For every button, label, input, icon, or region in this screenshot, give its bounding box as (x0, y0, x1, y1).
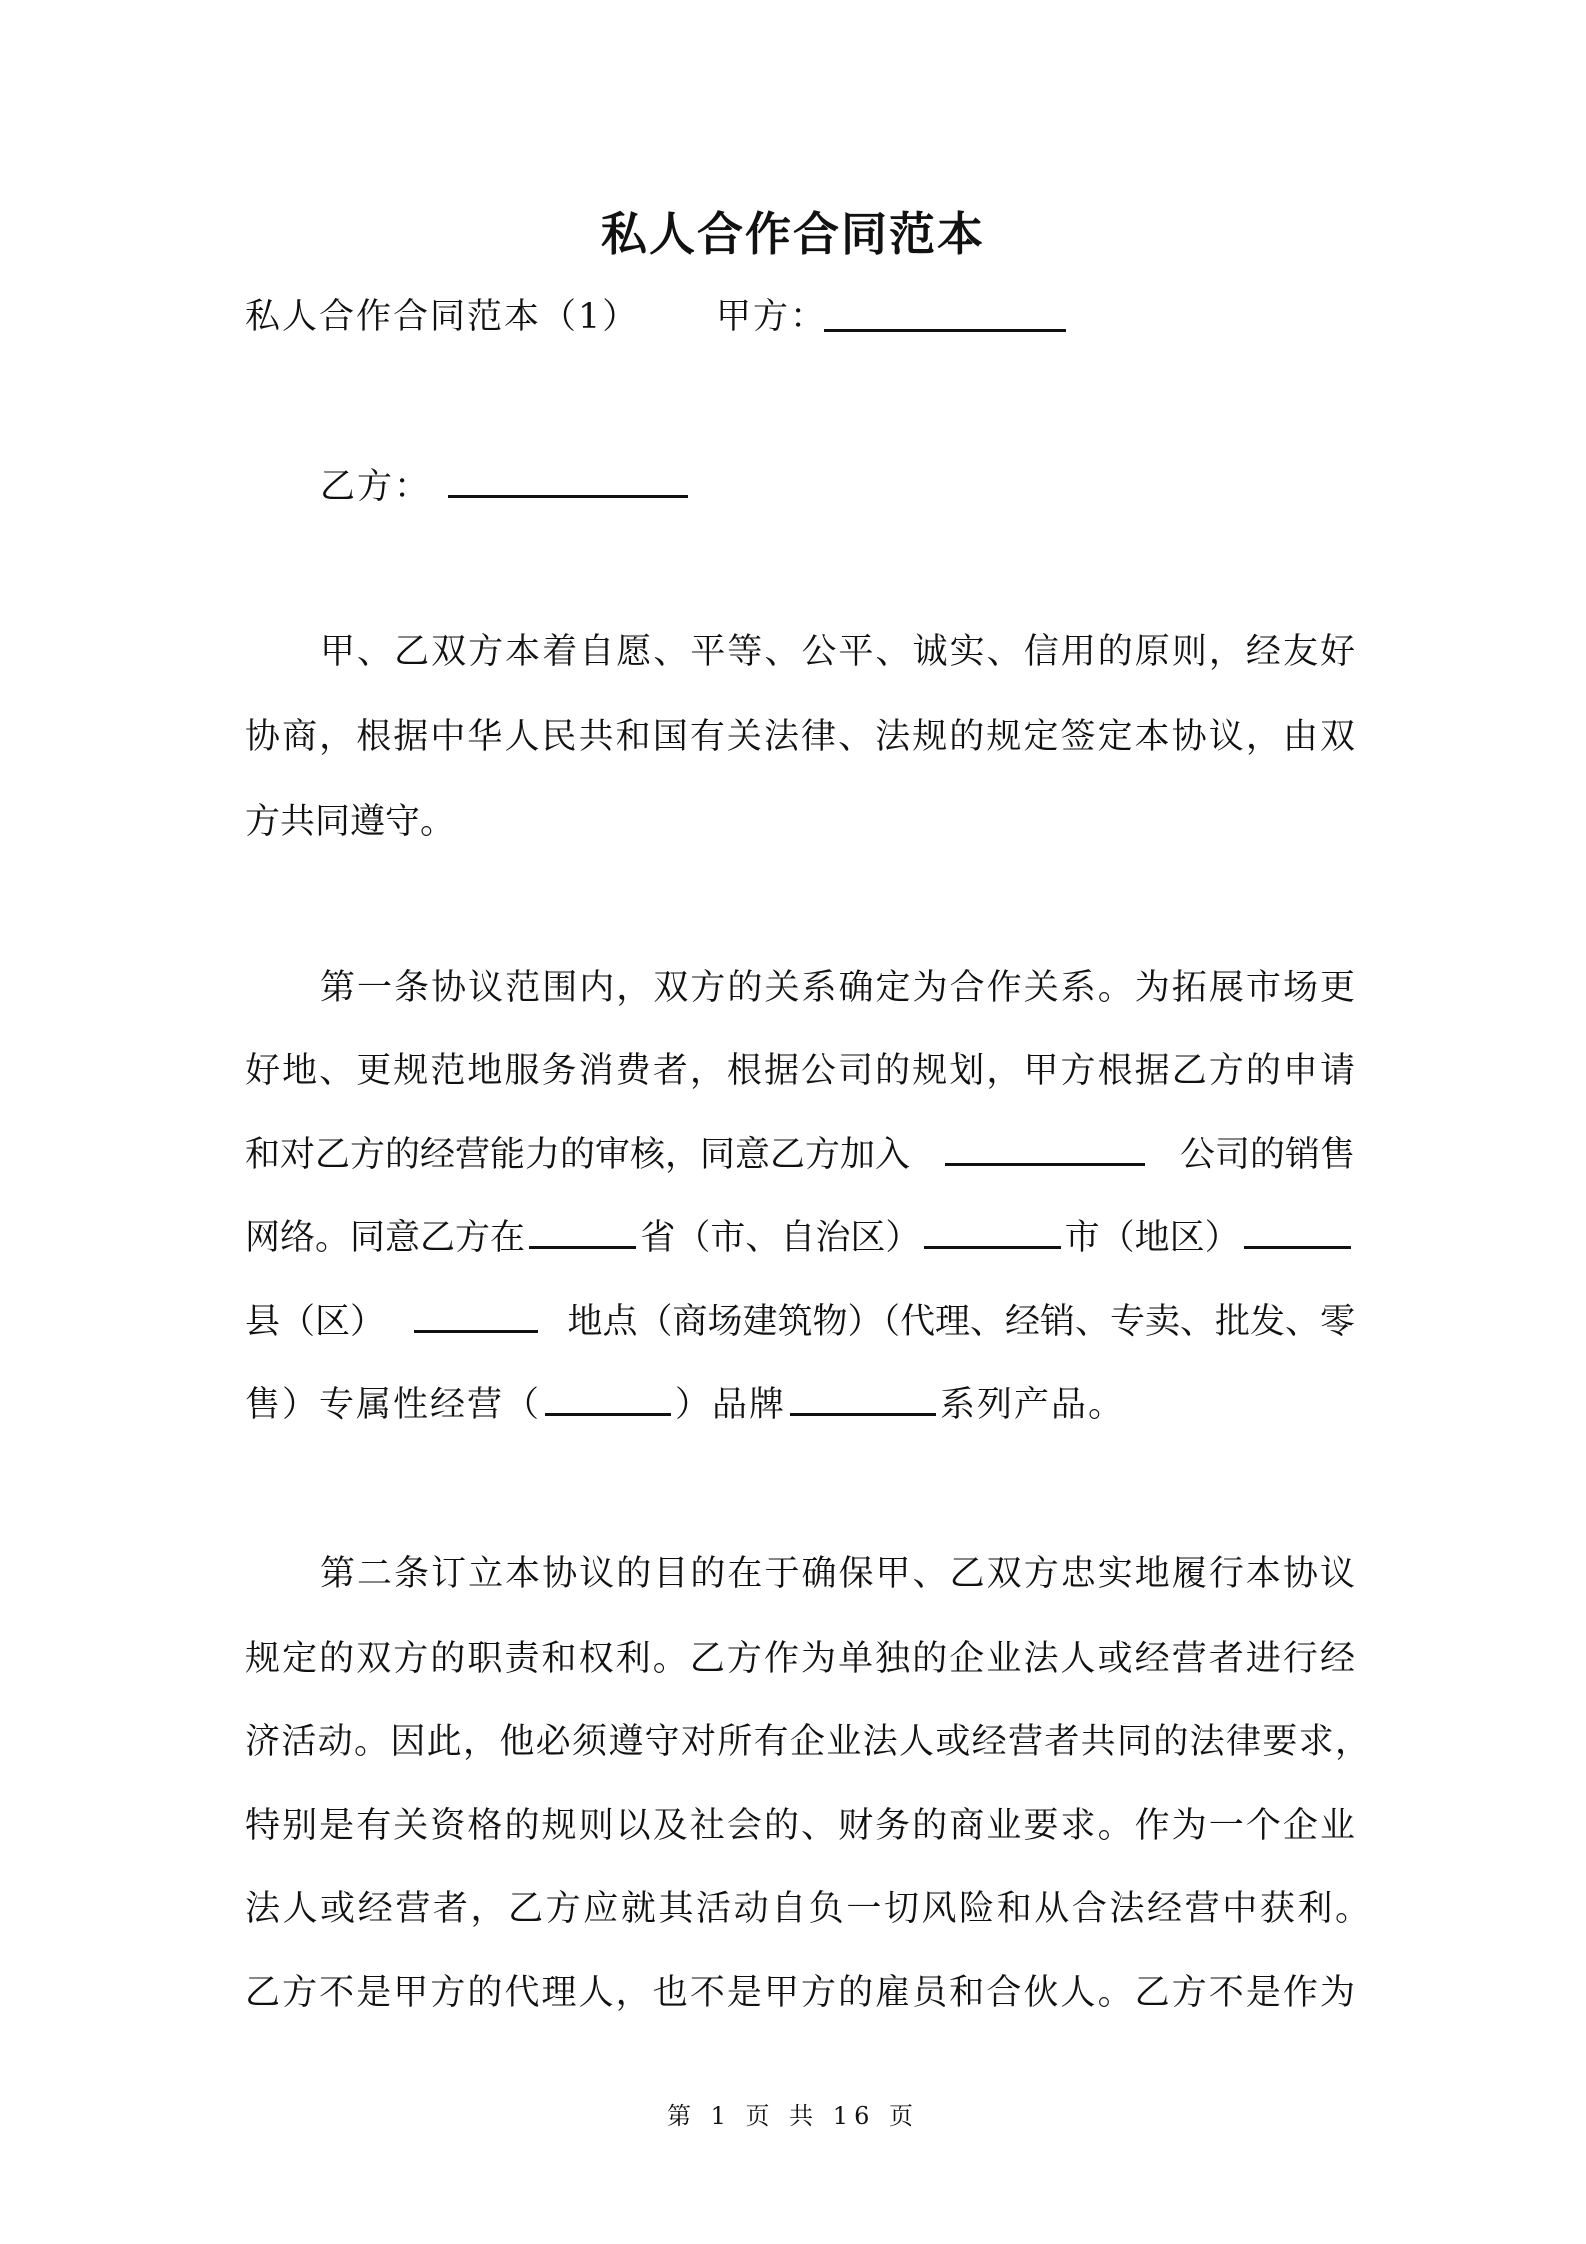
party-b-line (320, 445, 920, 529)
document-title: 私人合作合同范本 (601, 207, 985, 261)
para3-line: 济活动。因此，他必须遵守对所有企业法人或经营者共同的法律要求， (245, 1722, 1370, 1762)
para1-line: 协商，根据中华人民共和国有关法律、法规的规定签定本协议，由双 (245, 717, 1355, 757)
text-segment: 市（地区） (1064, 1218, 1240, 1258)
para3-line: 特别是有关资格的规则以及社会的、财务的商业要求。作为一个企业 (245, 1806, 1355, 1846)
party-b-blank (448, 459, 688, 498)
party-a-label: 甲方： (716, 297, 828, 337)
party-a-blank (824, 293, 1066, 332)
province-blank (529, 1210, 636, 1249)
text-segment: 和对乙方的经营能力的审核，同意乙方加入 (245, 1135, 911, 1175)
subtitle: 私人合作合同范本（1） (245, 297, 640, 337)
para3-line: 规定的双方的职责和权利。乙方作为单独的企业法人或经营者进行经 (245, 1639, 1355, 1679)
page-footer: 第 1 页 共 16 页 (667, 2102, 919, 2130)
county-blank (414, 1294, 538, 1333)
para1-line: 甲、乙双方本着自愿、平等、公平、诚实、信用的原则，经友好 (320, 632, 1355, 672)
header-line (245, 275, 1355, 359)
brand-type-blank (545, 1377, 671, 1416)
text-segment: ）品牌 (675, 1385, 787, 1425)
para2-line: 第一条协议范围内，双方的关系确定为合作关系。为拓展市场更 (320, 968, 1355, 1008)
text-segment: 地点（商场建筑物）（代理、经销、专卖、批发、零 (567, 1302, 1355, 1342)
para1-line: 方共同遵守。 (245, 802, 456, 842)
para3-line: 法人或经营者，乙方应就其活动自负一切风险和从合法经营中获利。 (245, 1889, 1370, 1929)
party-b-label: 乙方： (320, 467, 432, 507)
para2-line (245, 1113, 1355, 1197)
para3-line: 第二条订立本协议的目的在于确保甲、乙双方忠实地履行本协议 (320, 1554, 1355, 1594)
text-segment: 公司的销售 (1179, 1135, 1355, 1175)
para3-line: 乙方不是甲方的代理人，也不是甲方的雇员和合伙人。乙方不是作为 (245, 1973, 1355, 2013)
series-blank (790, 1377, 936, 1416)
city-blank (924, 1210, 1060, 1249)
para2-line: 好地、更规范地服务消费者，根据公司的规划，甲方根据乙方的申请 (245, 1051, 1355, 1091)
text-segment: 省（市、自治区） (640, 1218, 921, 1258)
para2-line (245, 1196, 1355, 1280)
text-segment: 县（区） (245, 1302, 386, 1342)
district-blank (1244, 1210, 1351, 1249)
para2-line (245, 1363, 1355, 1447)
para2-line (245, 1280, 1355, 1364)
text-segment: 售）专属性经营（ (245, 1385, 542, 1425)
text-segment: 网络。同意乙方在 (245, 1218, 526, 1258)
company-blank (945, 1127, 1145, 1166)
text-segment: 系列产品。 (940, 1385, 1126, 1425)
